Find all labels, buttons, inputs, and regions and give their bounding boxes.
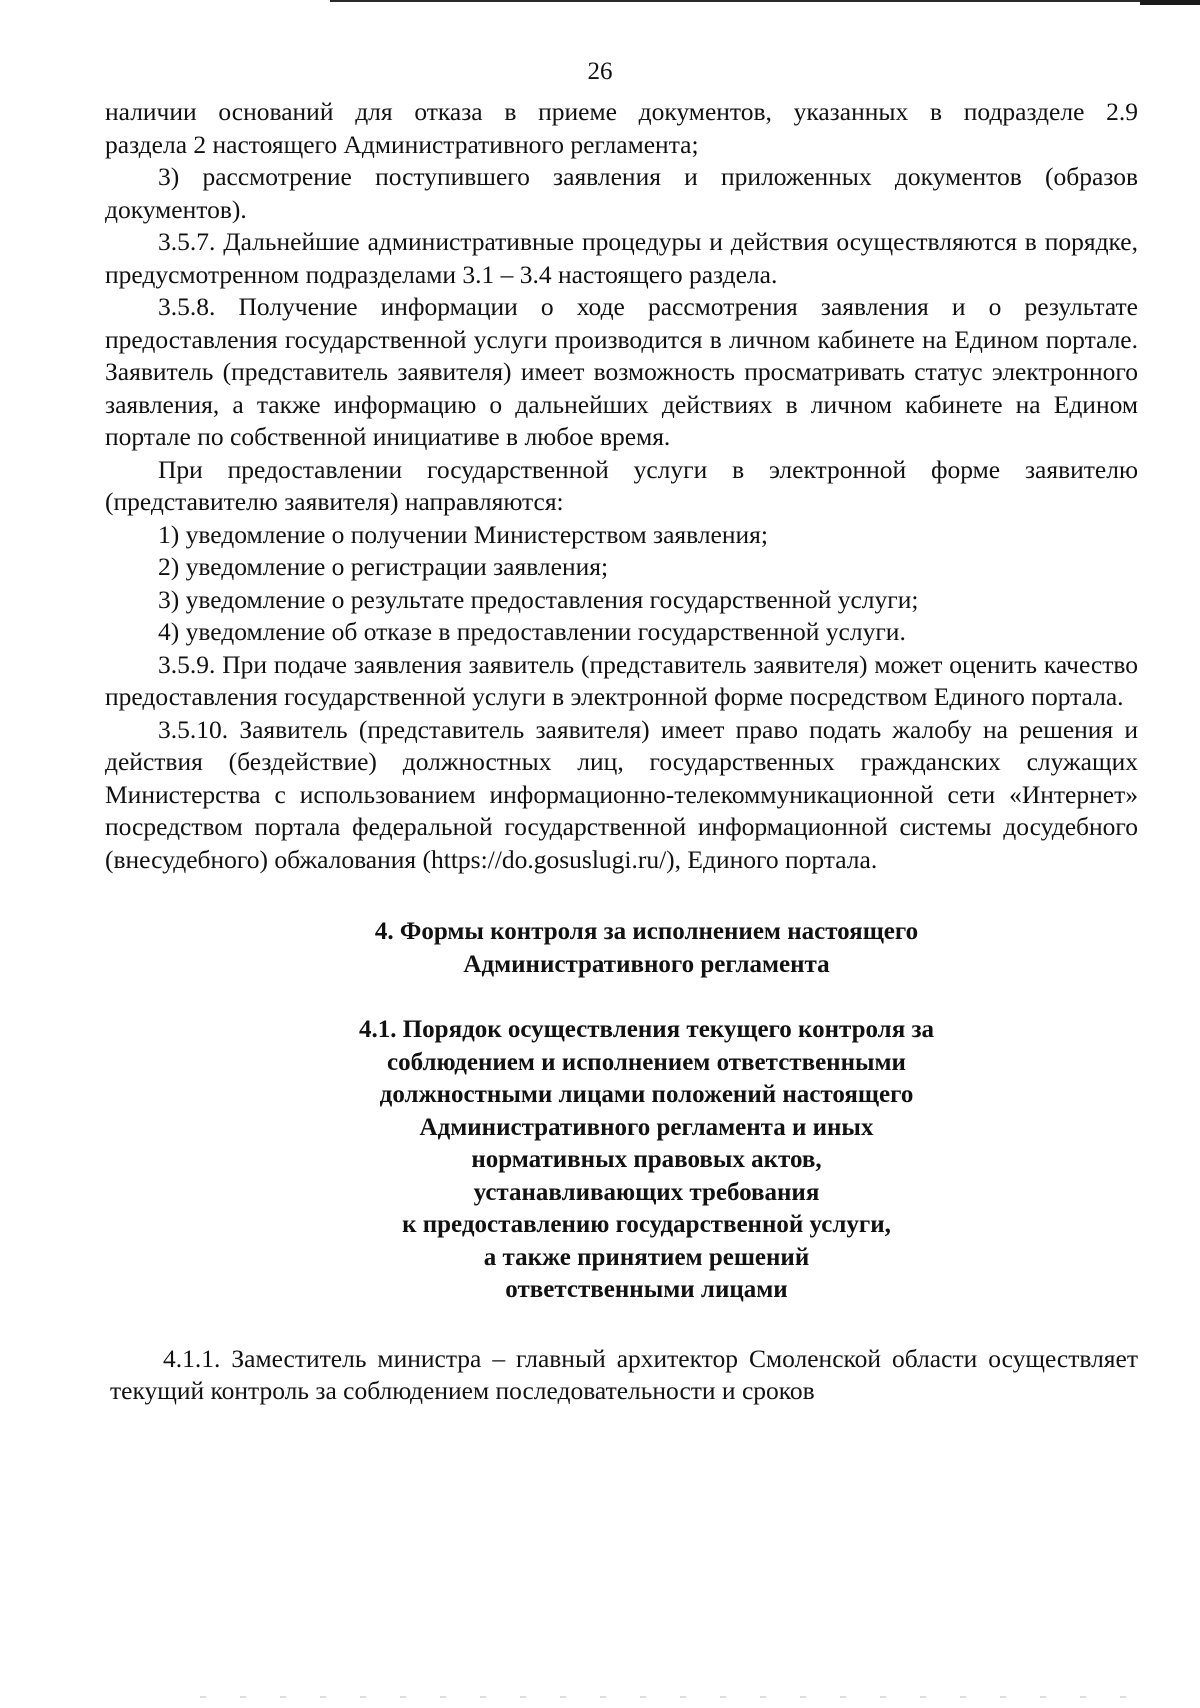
section-4-heading-line: 4. Формы контроля за исполнением настоящего (374, 918, 919, 945)
subsection-heading-line: нормативных правовых актов, (471, 1146, 822, 1173)
list-item: 1) уведомление о получении Министерством заявления; (158, 519, 768, 549)
paragraph-4-1-1: 4.1.1. Заместитель министра – главный архитектор Смоленской области осуществляет текущий контроль за соблюдением последовательности и сроков (110, 1343, 1138, 1405)
subsection-heading-line: к предоставлению государственной услуги, (402, 1211, 891, 1238)
paragraph-3-5-8: 3.5.8. Получение информации о ходе рассмотрения заявления и о результате предоставления государственной услуги производится в личном кабинете на Едином портале. Заявитель (представитель заявителя) имеет возможность просматривать статус электронного заявления, а также информацию о дальнейших действиях в личном кабинете на Едином портале по собственной инициативе в любое время. (105, 292, 1138, 451)
scan-mark-top-right (1140, 0, 1200, 5)
subsection-heading-line: должностными лицами положений настоящего (379, 1081, 914, 1108)
paragraph-continuation-line2: раздела 2 настоящего Административного регламента; (105, 129, 699, 159)
scan-border-bottom (200, 1696, 1140, 1698)
subsection-4-1-heading (105, 1014, 1138, 1307)
paragraph-3-5-10: 3.5.10. Заявитель (представитель заявителя) имеет право подать жалобу на решения и действия (бездействие) должностных лиц, государственных гражданских служащих Министерства с использованием информационно-телекоммуникационной сети «Интернет» посредством портала федеральной государственной информационной системы досудебного (внесудебного) обжалования (https://do.gosuslugi.ru/), Единого портала. (105, 714, 1138, 874)
page-number: 26 (587, 58, 613, 85)
subsection-heading-line: соблюдением и исполнением ответственными (387, 1048, 906, 1076)
section-4-heading (105, 916, 1138, 981)
scan-border-top (330, 0, 1200, 6)
list-item: 2) уведомление о регистрации заявления; (158, 552, 609, 581)
subsection-heading-line: устанавливающих требования (473, 1178, 820, 1206)
paragraph-3-5-9: 3.5.9. При подаче заявления заявитель (представитель заявителя) может оценить качество предоставления государственной услуги в электронной форме посредством Единого портала. (105, 649, 1138, 711)
subsection-heading-line: Административного регламента и иных (419, 1113, 874, 1141)
paragraph-continuation-line1: наличии оснований для отказа в приеме документов, указанных в подразделе 2.9 (105, 97, 1138, 126)
paragraph-3-5-7: 3.5.7. Дальнейшие административные процедуры и действия осуществляются в порядке, предусмотренном подразделами 3.1 – 3.4 настоящего раздела. (105, 227, 1138, 289)
document-body (105, 96, 1138, 1408)
subsection-heading-line: а также принятием решений (483, 1243, 810, 1271)
subsection-heading-line: 4.1. Порядок осуществления текущего контроля за (358, 1016, 935, 1043)
list-item: 3) уведомление о результате предоставления государственной услуги; (158, 584, 919, 614)
subsection-heading-line: ответственными лицами (505, 1276, 788, 1303)
list-item: 4) уведомление об отказе в предоставлении государственной услуги. (158, 617, 906, 646)
paragraph-notifications-intro: При предоставлении государственной услуги в электронной форме заявителю (представителю заявителя) направляются: (105, 454, 1138, 516)
section-4-heading-line: Административного регламента (463, 950, 830, 978)
paragraph-item-3: 3) рассмотрение поступившего заявления и приложенных документов (образов документов). (105, 162, 1138, 224)
